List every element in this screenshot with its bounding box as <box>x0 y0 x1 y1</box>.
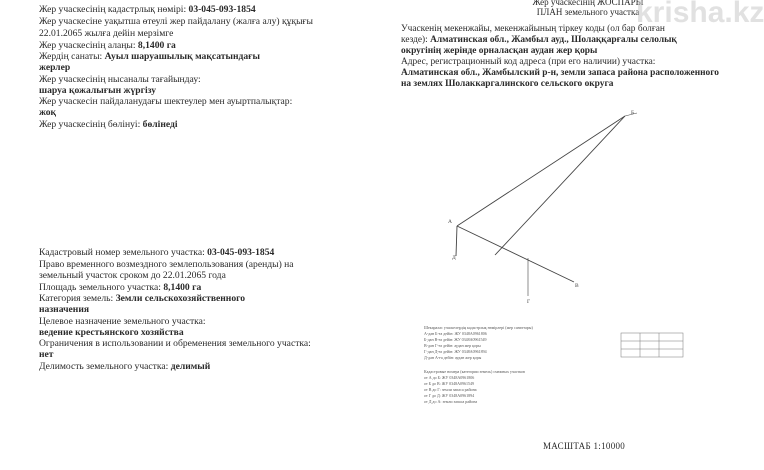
kz-purpose-label: Жер учаскесінің нысаналы тағайындау: <box>39 74 201 85</box>
legend-ru-line6: от Д до А: земли запаса района <box>424 399 478 404</box>
kz-rights-line2: 22.01.2065 жылға дейін мерзімге <box>39 28 174 39</box>
parcel-boundary-a-d <box>456 226 457 256</box>
parcel-boundary-b-v <box>495 116 625 255</box>
ru-restrictions-label: Ограничения в использовании и обременения земельного участка: <box>39 338 311 349</box>
kz-address-line1: Учаскенің мекенжайы, мекенжайының тіркеу коды (ол бар болған <box>401 24 665 34</box>
plan-title-kz: Жер учаскесінің ЖОСПАРЫ <box>532 0 644 7</box>
ru-area-value: 8,1400 га <box>163 282 202 293</box>
kz-divisibility-value: бөлінеді <box>142 119 178 130</box>
kz-area-value: 8,1400 га <box>137 40 176 51</box>
kz-address-label: кезде): <box>401 35 431 45</box>
vertex-label-a: А <box>448 219 452 225</box>
ru-purpose-value: ведение крестьянского хозяйства <box>39 327 184 338</box>
kz-restrictions-label: Жер учаскесін пайдаланудағы шектеулер мен ауыртпалықтар: <box>39 96 293 107</box>
legend-kz-line5: Г-дан Д-ға дейін: ЖУ 0348А0961894 <box>424 349 487 354</box>
kz-area-label: Жер учаскесінің алаңы: <box>39 40 138 51</box>
ru-area-label: Площадь земельного участка: <box>39 282 164 293</box>
kz-restrictions-value: жоқ <box>39 107 57 118</box>
ru-divisibility-label: Делимость земельного участка: <box>39 361 171 372</box>
legend-kz-line1: Шекаралас учаскелердің кадастрлық нөмірлері (жер санаттары) <box>424 325 533 330</box>
kz-address-line3: округінің жерінде орналасқан аудан жер қоры <box>401 46 598 56</box>
ru-restrictions-value: нет <box>39 349 54 360</box>
legend-kz-line2: А-дан Б-ға дейін: ЖУ 0348А0961806 <box>424 331 487 336</box>
ru-category-label: Категория земель: <box>39 293 116 304</box>
vertex-label-b: Б <box>631 110 635 116</box>
plan-scale: МАСШТАБ 1:10000 <box>543 441 626 451</box>
kz-rights-line1: Жер учаскесіне уақытша өтеулі жер пайдалану (жалға алу) құқығы <box>39 16 313 27</box>
vertex-label-g: Г <box>527 299 531 305</box>
ru-category-value-cont: назначения <box>39 304 90 315</box>
kz-category-value: Ауыл шаруашылық мақсатындағы <box>104 51 261 62</box>
ru-divisibility-value: делимый <box>170 361 211 372</box>
kz-divisibility-label: Жер учаскесінің бөлінуі: <box>39 119 143 130</box>
legend-ru-line4: от В до Г: земли запаса района <box>424 387 477 392</box>
legend-kz-line6: Д-дан А-ға дейін: аудан жер қоры <box>424 355 482 360</box>
vertex-label-d: Д <box>452 255 456 261</box>
ru-rights-line2: земельный участок сроком до 22.01.2065 года <box>39 270 226 281</box>
ru-purpose-label: Целевое назначение земельного участка: <box>39 316 206 327</box>
kz-address-value: Алматинская обл., Жамбыл ауд., Шолаққарғалы селолық <box>430 35 677 45</box>
kz-cadastral-label: Жер учаскесінің кадастрлық нөмірі: <box>39 4 189 15</box>
ru-address-line3: на землях Шолаккаргалинского сельского округа <box>401 79 614 89</box>
ru-address-line2: Алматинская обл., Жамбылский р-н, земли запаса района расположенного <box>401 68 719 78</box>
plan-title-ru: ПЛАН земельного участка <box>536 7 640 17</box>
ru-cadastral-label: Кадастровый номер земельного участка: <box>39 247 208 258</box>
ru-cadastral-value: 03-045-093-1854 <box>207 247 275 258</box>
parcel-boundary-a-g <box>457 226 574 282</box>
kz-category-value-cont: жерлер <box>39 62 71 73</box>
legend-ru-line2: от А до Б: ЖУ 0348А0961806 <box>424 375 475 380</box>
parcel-boundary-a-b <box>457 116 625 226</box>
watermark-logo: krisha.kz <box>636 0 764 29</box>
ru-address-line1: Адрес, регистрационный код адреса (при его наличии) участка: <box>401 57 656 67</box>
registration-stamp-box <box>621 333 683 357</box>
ru-rights-line1: Право временного возмездного землепользования (аренды) на <box>39 259 294 270</box>
ru-category-value: Земли сельскохозяйственного <box>115 293 246 304</box>
legend-ru-line5: от Г до Д: ЖУ 0348А0961894 <box>424 393 475 398</box>
vertex-label-v: В <box>575 283 579 289</box>
legend-ru-line3: от Б до В: ЖУ 0348А0961549 <box>424 381 475 386</box>
legend-ru-line1: Кадастровые номера (категории земель) смежных участков <box>424 369 525 374</box>
kz-category-label: Жердің санаты: <box>39 51 105 62</box>
legend-kz-line4: В-дан Г-ға дейін: аудан жер қоры <box>424 343 481 348</box>
kz-cadastral-value: 03-045-093-1854 <box>188 4 256 15</box>
legend-kz-line3: Б-дан В-ға дейін: ЖУ 0348А0961549 <box>424 337 487 342</box>
kz-purpose-value: шаруа қожалығын жүргізу <box>39 85 157 96</box>
